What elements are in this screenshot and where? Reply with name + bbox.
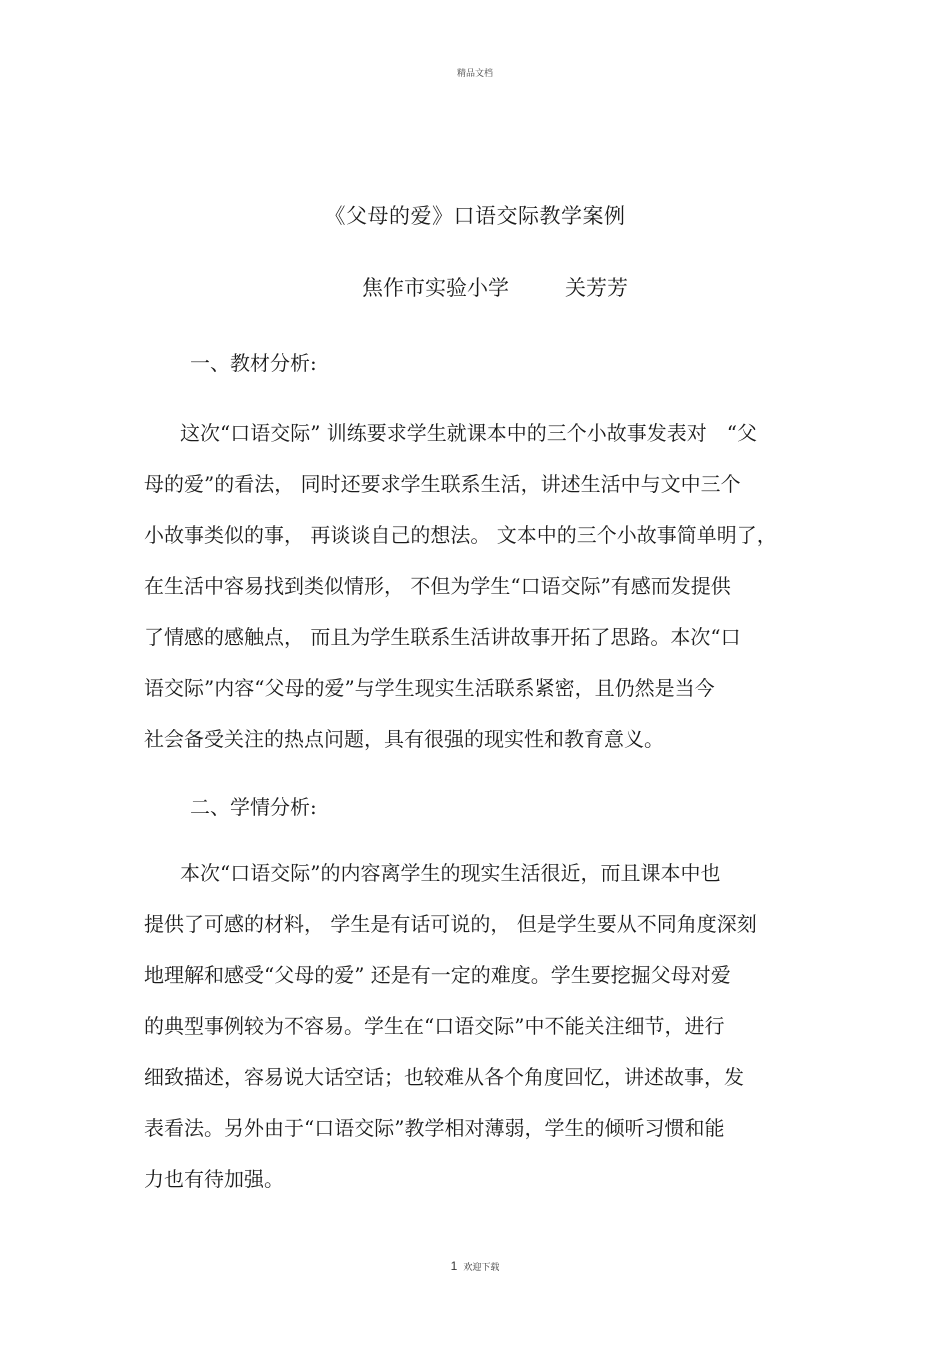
paragraph-line: 社会备受关注的热点问题，具有很强的现实性和教育意义。 xyxy=(144,727,664,751)
paragraph-line: 提供了可感的材料， 学生是有话可说的， 但是学生要从不同角度深刻 xyxy=(144,912,757,936)
section-heading-textbook-analysis: 一、教材分析: xyxy=(190,351,317,375)
school-name: 焦作市实验小学 xyxy=(362,276,509,300)
author-line xyxy=(362,272,628,302)
paragraph-line: 小故事类似的事， 再谈谈自己的想法。 文本中的三个小故事简单明了， xyxy=(144,523,777,547)
author-name: 关芳芳 xyxy=(565,276,628,300)
paragraph-line: 力也有待加强。 xyxy=(144,1167,284,1191)
page-number: 1 xyxy=(450,1259,458,1273)
paragraph-line: 表看法。另外由于“口语交际”教学相对薄弱，学生的倾听习惯和能 xyxy=(144,1116,725,1140)
footer-text: 欢迎下载 xyxy=(463,1263,500,1273)
document-title: 《父母的爱》口语交际教学案例 xyxy=(324,204,626,228)
header-mark: 精品文档 xyxy=(456,69,493,79)
paragraph-textbook-analysis xyxy=(144,408,824,765)
paragraph-line: 母的爱”的看法， 同时还要求学生联系生活，讲述生活中与文中三个 xyxy=(144,472,741,496)
paragraph-line: 在生活中容易找到类似情形， 不但为学生“口语交际”有感而发提供 xyxy=(144,574,731,598)
section-heading-student-analysis: 二、学情分析: xyxy=(190,795,317,819)
paragraph-line: 了情感的感触点， 而且为学生联系生活讲故事开拓了思路。本次“口 xyxy=(144,625,741,649)
paragraph-student-analysis xyxy=(144,848,824,1205)
paragraph-line: 细致描述，容易说大话空话；也较难从各个角度回忆，讲述故事，发 xyxy=(144,1065,744,1089)
paragraph-line: 这次“口语交际” 训练要求学生就课本中的三个小故事发表对 “父 xyxy=(180,421,758,445)
paragraph-line: 的典型事例较为不容易。学生在“口语交际”中不能关注细节，进行 xyxy=(144,1014,725,1038)
paragraph-line: 本次“口语交际”的内容离学生的现实生活很近，而且课本中也 xyxy=(180,861,721,885)
paragraph-line: 地理解和感受“父母的爱” 还是有一定的难度。学生要挖掘父母对爱 xyxy=(144,963,731,987)
page-footer xyxy=(0,1259,950,1273)
paragraph-line: 语交际”内容“父母的爱”与学生现实生活联系紧密，且仍然是当今 xyxy=(144,676,715,700)
